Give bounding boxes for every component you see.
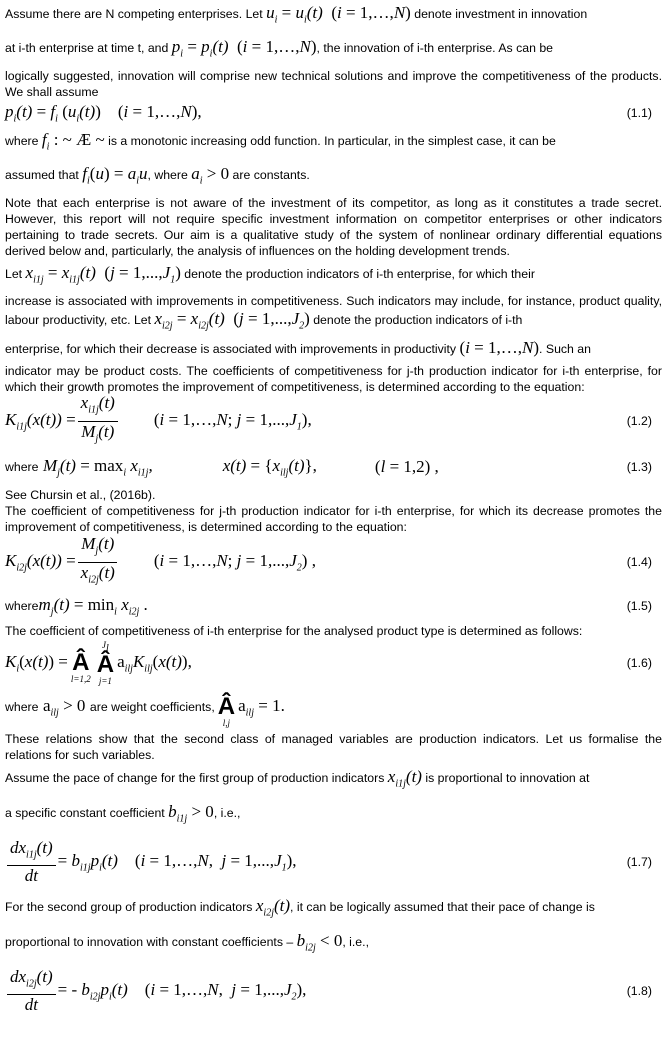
equation-number: (1.2): [626, 414, 652, 429]
paragraph-9: The coefficient of competitiveness of i-th enterprise for the analysed product type is determined as follows:: [5, 624, 583, 639]
paragraph-11: These relations show that the second class of managed variables are production indicators. Let us formalise the relations for such variables.: [5, 732, 662, 763]
paragraph-1-cont: logically suggested, innovation will comprise new technical solutions and improve the competitiveness of the products. We shall assume: [5, 68, 662, 99]
paragraph-4: Let $x_{i1j} = x_{i1j}(t) (j = 1,...,J_1)$ denote the production indicators of i-th enterprise, for which their: [5, 262, 535, 285]
equation-number: (1.4): [626, 555, 652, 570]
equation-1-7: $\frac{dx_{i1j}(t)}{dt}$ = $b_{i1j}p_i(t)$ (i = 1,…,N, $j = 1,...,J_1$), (1.7): [5, 832, 662, 892]
equation-1-8: $\frac{dx_{i2j}(t)}{dt}$ = - $b_{i2j}p_i(t)$ (i = 1,…,N, $j = 1,...,J_2$), (1.8): [5, 961, 662, 1021]
equation-number: (1.6): [626, 656, 652, 671]
equation-number: (1.3): [626, 460, 652, 475]
equation-number: (1.8): [626, 983, 652, 998]
equation-1-3: where $M_j(t) = \max_i x_{i1j}$, $x(t) = \{x_{ilj}(t)\}$, (l = 1,2) , (1.3): [5, 456, 652, 479]
equation-1-1: $p_i(t) = f_i$ $(u_i(t))$ (i = 1,…,N), (1.1): [5, 101, 652, 124]
weight-coefficients-line: where $a_{ilj} > 0$ are weight coefficients, Â l,j $a_{ilj} = 1$.: [5, 693, 285, 729]
paragraph-4-cont2: enterprise, for which their decrease is associated with improvements in productivity (i = 1,…,N). Such an: [5, 338, 591, 358]
equation-number: (1.1): [626, 105, 652, 120]
paragraph-2: where $f_i$ : ~ Æ ~ is a monotonic increasing odd function. In particular, in the simplest case, it can be assumed that $f_i(u) = a_iu$, where $a_i > 0$ are constants.: [5, 129, 556, 187]
paragraph-12: Assume the pace of change for the first group of production indicators $x_{i1j}(t)$ is proportional to innovation at a specific constant coefficient $b_{i1j} > 0$, i.e.,: [5, 767, 590, 825]
paper-page: [5, 0, 662, 1021]
paragraph-1: Assume there are N competing enterprises. Let $u_i = u_i(t) (i$ = 1,…,N) denote investment in innovation at i-th enterprise at time t, and $p_i = p_i(t) (i$ = 1,…,N), the innovation of i-th enterprise. As can be: [5, 3, 588, 60]
equation-1-2: $K_{i1j}(x(t))$ = $\frac{x_{i1j}(t)}{M_j(t)}$ (i = 1,…,N; $j = 1,...,J_1$), (1.2): [5, 393, 652, 445]
paragraph-6: See Chursin et al., (2016b).: [5, 488, 156, 503]
paragraph-7: The coefficient of competitiveness for j-th production indicator for i-th enterprise, for which its decrease promotes the improvement of competitiveness, is determined according to the equation:: [5, 504, 662, 535]
paragraph-3: Note that each enterprise is not aware of the investment of its competitor, as long as it constitutes a trade secret. However, this report will not require specific investment information on competitor enterprises or other indicators pertaining to trade secrets. Our aim is a qualitative study of the system of nonlinear ordinary differential equations derived below and, particularly, the analysis of influences on the holding development trends.: [5, 195, 662, 258]
equation-number: (1.7): [626, 855, 652, 870]
equation-1-4: $K_{i2j}(x(t))$ = $\frac{M_j(t)}{x_{i2j}(t)}$ (i = 1,…,N; $j = 1,...,J_2$) , (1.4): [5, 534, 652, 586]
equation-1-5: where $m_j(t) = \min_i x_{i2j}$ . (1.5): [5, 595, 652, 618]
paragraph-4-cont: increase is associated with improvements in competitiveness. Such indicators may include, for instance, product quality, labour productivity, etc. Let $x_{i2j} = x_{i2j}(t) (j = 1,...,J_2)$ denote the production indicators of i-th: [5, 293, 662, 332]
equation-number: (1.5): [626, 599, 652, 614]
paragraph-4-cont3: indicator may be product costs. The coefficients of competitiveness for j-th production indicator for i-th enterprise, for which their growth promotes the improvement of competitiveness, is determined according to the equation:: [5, 364, 662, 395]
paragraph-13: For the second group of production indicators $x_{i2j}(t)$, it can be logically assumed that their pace of change is proportional to innovation with constant coefficients – $b_{i2j} < 0$, i.e.,: [5, 896, 595, 953]
equation-1-6: $K_i(x(t))$ = Â l=1,2 $J_l$ Â j=1 $a_{ilj}K_{ilj}(x(t))$, (1.6): [5, 640, 652, 687]
